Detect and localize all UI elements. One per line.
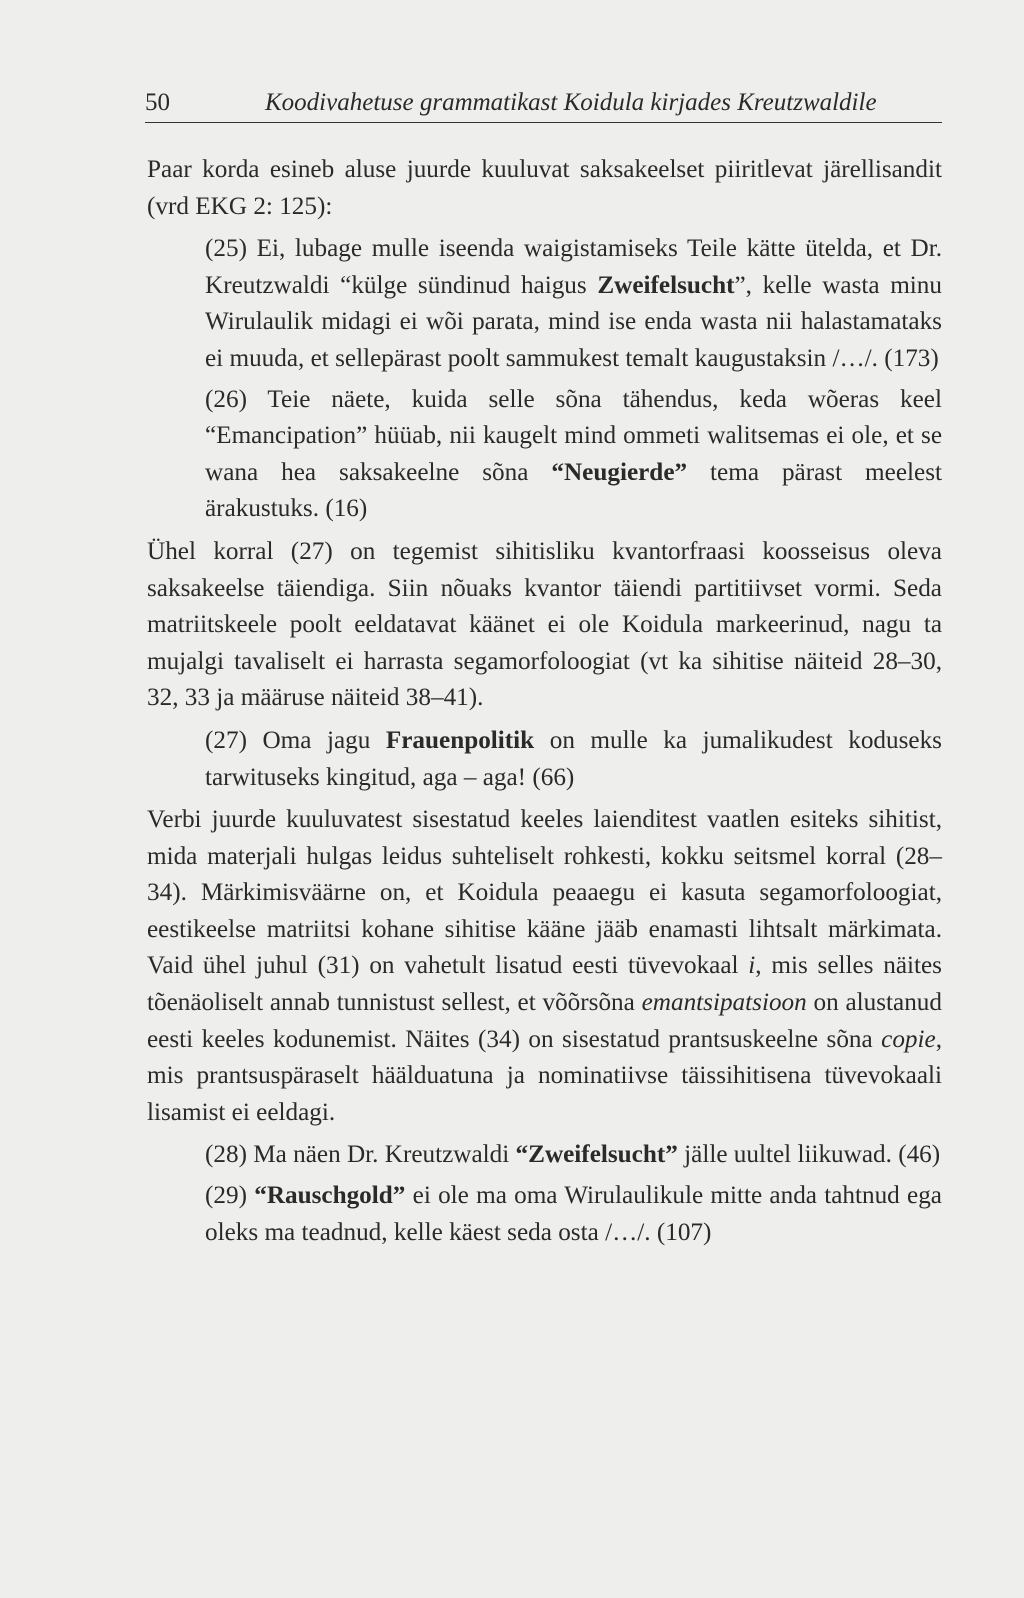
example-25: (25) Ei, lubage mulle iseenda waigistamiseks Teile kätte ütelda, et Dr. Kreutzwaldi “külge sündinud haigus Zweifelsucht”, kelle wasta minu Wirulaulik midagi ei wõi parata, mind ise enda wasta nii halastamataks ei muuda, et sellepärast poolt sammukest temalt kaugustaksin /…/. (173) xyxy=(205,235,942,372)
example-29-term: “Rauschgold” xyxy=(254,1182,406,1210)
running-header xyxy=(145,86,942,123)
example-26: (26) Teie näete, kuida selle sõna tähendus, keda wõeras keel “Emancipation” hüüab, nii kaugelt mind ommeti walitsemas ei ole, et se wana hea saksakeelne sõna “Neugierde” tema pärast meelest ärakustuks. (16) xyxy=(205,385,942,523)
example-28: (28) Ma näen Dr. Kreutzwaldi “Zweifelsucht” jälle uultel liikuwad. (46) xyxy=(205,1141,941,1169)
paragraph-3: Verbi juurde kuuluvatest sisestatud keeles laienditest vaatlen esiteks sihitist, mida materjali hulgas leidus suhteliselt rohkesti, kokku seitsmel korral (28–34). Märkimisväärne on, et Koidula peaaegu ei kasuta segamorfoloogiat, eestikeelse matriitsi kohane sihitise kääne jääb enamasti lihtsalt märkimata. Vaid ühel juhul (31) on vahetult lisatud eesti tüvevokaal i, mis selles näites tõenäoliselt annab tunnistust sellest, et võõrsõna emantsipatsioon on alustanud eesti keeles kodunemist. Näites (34) on sisestatud prantsuskeelne sõna copie, mis prantsuspäraselt häälduatuna ja nominatiivse täissihitisena tüvevokaali lisamist ei eeldagi. xyxy=(147,806,942,1126)
example-29: (29) “Rauschgold” ei ole ma oma Wirulaulikule mitte anda tahtnud ega oleks ma teadnud, kelle käest seda osta /…/. (107) xyxy=(205,1182,942,1246)
example-25-term: Zweifelsucht xyxy=(597,271,735,299)
example-28-term: “Zweifelsucht” xyxy=(515,1141,678,1169)
italic-term-emantsipatsioon: emantsipatsioon xyxy=(641,989,807,1017)
page-number: 50 xyxy=(145,89,170,116)
italic-term-i: i xyxy=(748,952,756,980)
italic-term-copie: copie xyxy=(881,1025,936,1053)
paragraph-2: Ühel korral (27) on tegemist sihitisliku kvantorfraasi koosseisus oleva saksakeelse täiendiga. Siin nõuaks kvantor täiendi partitiivset vormi. Seda matriitskeele poolt eeldatavat käänet ei ole Koidula markeerinud, nagu ta mujalgi tavaliselt ei harrasta segamorfoloogiat (vt ka sihitise näiteid 28–30, 32, 33 ja määruse näiteid 38–41). xyxy=(147,537,942,712)
paragraph-1: Paar korda esineb aluse juurde kuuluvat saksakeelset piiritlevat järellisandit (vrd EKG 2: 125): xyxy=(147,156,942,220)
example-27: (27) Oma jagu Frauenpolitik on mulle ka jumalikudest koduseks tarwituseks kingitud, aga – aga! (66) xyxy=(205,726,942,791)
example-27-term: Frauenpolitik xyxy=(385,726,535,754)
running-title: Koodivahetuse grammatikast Koidula kirjades Kreutzwaldile xyxy=(265,89,877,116)
body-text xyxy=(147,152,942,1251)
example-26-term: “Neugierde” xyxy=(551,458,688,486)
